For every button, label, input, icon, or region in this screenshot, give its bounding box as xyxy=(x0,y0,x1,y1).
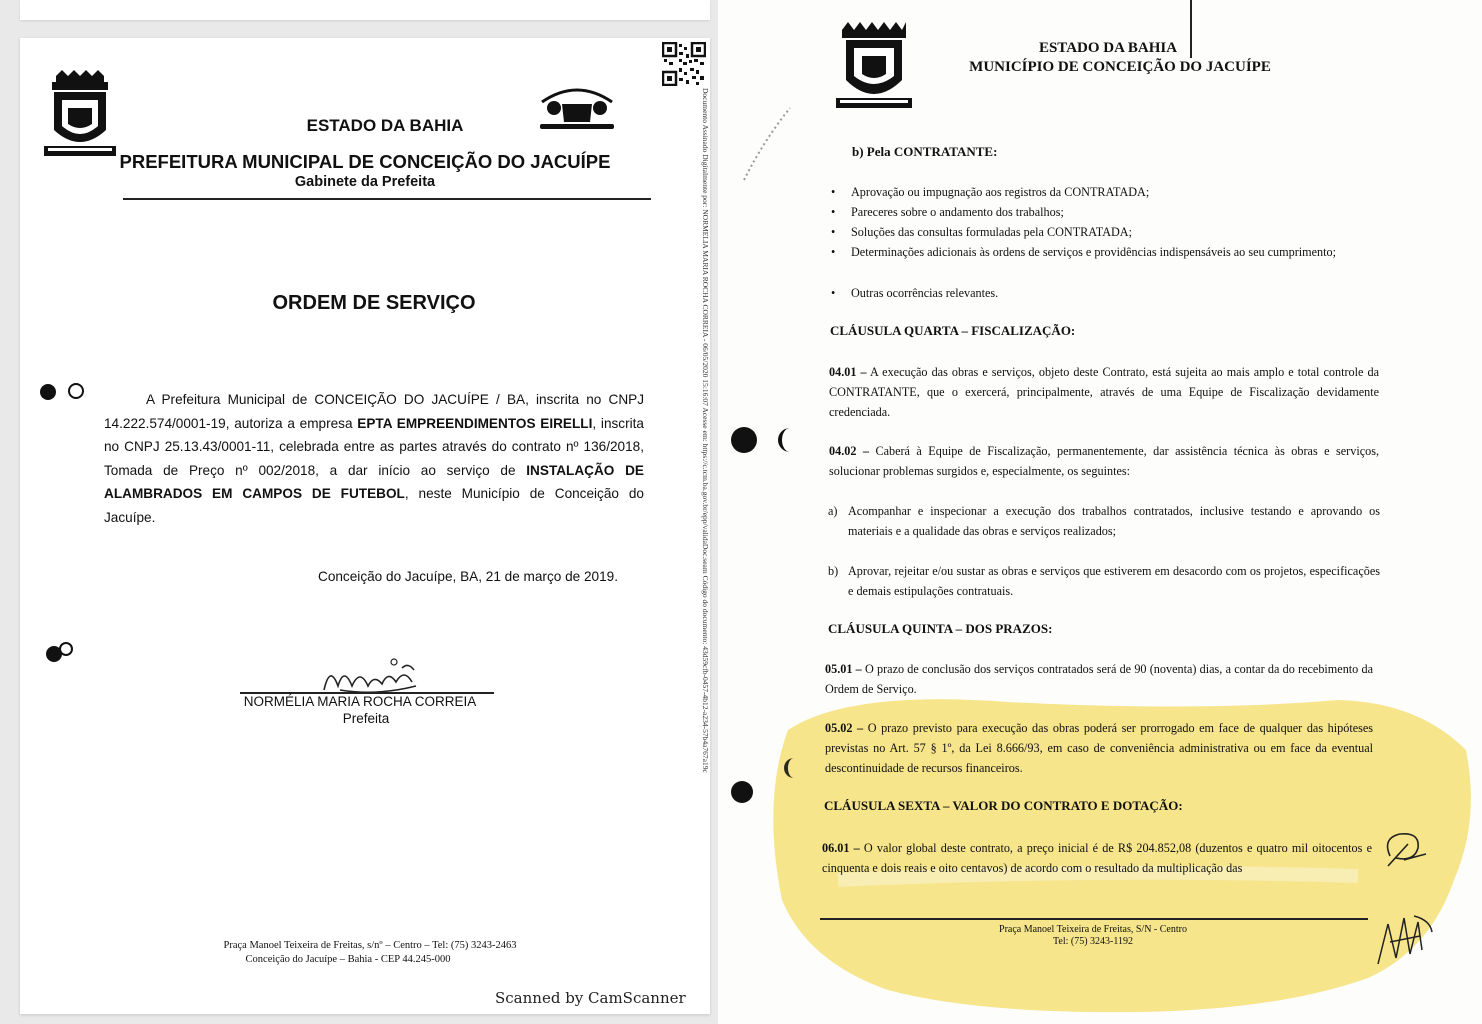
state-heading-right: ESTADO DA BAHIA xyxy=(1038,40,1178,56)
body-text-3: , neste Município de Conceição do Jacuípe. xyxy=(104,486,644,525)
rubric-scribble xyxy=(1370,902,1440,972)
date-line: Conceição do Jacuípe, BA, 21 de março de 2019. xyxy=(318,569,619,584)
paragraph-label: 05.02 – xyxy=(825,721,864,735)
footer-rule xyxy=(820,918,1368,920)
item-a-label: a) xyxy=(828,504,838,518)
binder-hole-marks-right xyxy=(728,420,798,460)
paragraph-text: A execução das obras e serviços, objeto deste Contrato, está sujeita ao mais amplo e total controle da CONTRATANTE, que o exercerá, principalmente, através de uma Equipe de Fiscalização devidamente credenciada. xyxy=(829,365,1380,419)
qr-code-icon xyxy=(662,42,706,86)
binder-hole-marks-lower-right xyxy=(728,752,798,808)
contratante-heading: b) Pela CONTRATANTE: xyxy=(852,144,998,159)
scan-mark-line xyxy=(1190,0,1192,58)
contratante-item: • Soluções das consultas formuladas pela CONTRATADA; xyxy=(851,222,1381,242)
footer-address: Praça Manoel Teixeira de Freitas, s/nº – Centro – Tel: (75) 3243-2463 xyxy=(223,940,517,951)
paragraph-04-01 xyxy=(829,362,1379,422)
contratante-item: • Outras ocorrências relevantes. xyxy=(851,283,1381,303)
footer-phone-right: Tel: (75) 3243-1192 xyxy=(1052,936,1134,947)
body-text-1: A Prefeitura Municipal de CONCEIÇÃO DO JACUÍPE / BA, inscrita no CNPJ 14.222.574/0001-19, autoriza a empresa xyxy=(104,392,644,431)
signer-role: Prefeita xyxy=(342,711,390,726)
paragraph-text: O valor global deste contrato, a preço inicial é de R$ 204.852,08 (duzentos e quatro mil oitocentos e cinquenta e dois reais e oito centavos) de acordo com o resultado da multiplicação das xyxy=(822,841,1372,875)
contratante-item: • Determinações adicionais às ordens de serviços e providências indispensáveis ao seu cumprimento; xyxy=(851,242,1381,262)
paragraph-text: O prazo previsto para execução das obras poderá ser prorrogado em face de qualquer das hipóteses previstas no Art. 57 § 1º, da Lei 8.666/93, em caso de conveniência administrativa ou em face da eventual descontinuidade de recursos financeiros. xyxy=(825,721,1374,775)
contratante-item: • Aprovação ou impugnação aos registros da CONTRATADA; xyxy=(851,182,1381,202)
contract-page xyxy=(718,0,1482,1024)
footer-address-right: Praça Manoel Teixeira de Freitas, S/N - Centro xyxy=(999,924,1187,935)
clausula-quinta-heading: CLÁUSULA QUINTA – DOS PRAZOS: xyxy=(828,621,1053,636)
prefeitura-heading: PREFEITURA MUNICIPAL DE CONCEIÇÃO DO JACUÍPE xyxy=(119,151,611,172)
item-a-text: Acompanhar e inspecionar a execução dos trabalhos contratados, inclusive testando e aprovando os materiais e a qualidade das obras e serviços realizados; xyxy=(848,504,1380,538)
binder-hole-mark-lower xyxy=(42,640,78,664)
paragraph-label: 04.01 – xyxy=(829,365,867,379)
contratante-item: • Pareceres sobre o andamento dos trabalhos; xyxy=(851,202,1381,222)
ordem-de-servico-page xyxy=(20,38,710,1014)
municipio-heading: MUNICÍPIO DE CONCEIÇÃO DO JACUÍPE xyxy=(969,59,1271,75)
clausula-quarta-heading: CLÁUSULA QUARTA – FISCALIZAÇÃO: xyxy=(830,323,1076,338)
scan-smudge xyxy=(738,100,798,190)
paragraph-label: 05.01 – xyxy=(825,662,862,676)
paragraph-06-01 xyxy=(822,838,1372,878)
document-title: ORDEM DE SERVIÇO xyxy=(272,292,476,314)
paragraph-text: Caberá à Equipe de Fiscalização, permanentemente, dar assistência técnica às obras e serviços, solucionar problemas surgidos e, especialmente, os seguintes: xyxy=(829,444,1380,478)
gabinete-subheading: Gabinete da Prefeita xyxy=(294,174,436,190)
body-text-2: , inscrita no CNPJ 25.13.43/0001-11, celebrada entre as partes através do contrato nº 136/2018, Tomada de Preço nº 002/2018, a dar início ao serviço de xyxy=(104,415,644,478)
item-b-text: Aprovar, rejeitar e/ou sustar as obras e serviços que estiverem em desacordo com os projetos, especificações e demais estipulações contratuais. xyxy=(848,564,1380,598)
digital-signature-text: Documento Assinado Digitalmente por: NORMELIA MARIA ROCHA CORREIA - 06/05/2020 15:16:07 Acesse em: https://c.tcm.ba.gov.br/epp/validaDoc.seam Código do documento: 43d59cfb-0457-4b12-a234-57b4a767a19c xyxy=(701,88,710,773)
initials-scribble xyxy=(1378,826,1430,874)
footer-city: Conceição do Jacuípe – Bahia - CEP 44.245-000 xyxy=(245,954,451,965)
header-rule xyxy=(123,198,651,200)
paragraph-text: O prazo de conclusão dos serviços contratados será de 90 (noventa) dias, a contar da do recebimento da Ordem de Serviço. xyxy=(825,662,1373,696)
company-name: EPTA EMPREENDIMENTOS EIRELLI xyxy=(357,415,593,431)
paragraph-05-02 xyxy=(825,718,1373,778)
municipal-coat-of-arms-icon-right xyxy=(836,20,912,116)
previous-page-strip xyxy=(20,0,710,20)
digital-signature-note xyxy=(696,88,712,773)
paragraph-05-01 xyxy=(825,659,1373,699)
item-b-label: b) xyxy=(828,564,839,578)
signer-name: NORMÉLIA MARIA ROCHA CORREIA xyxy=(243,694,477,709)
service-name: INSTALAÇÃO DE ALAMBRADOS EM CAMPOS DE FUTEBOL xyxy=(104,462,644,501)
paragraph-label: 06.01 – xyxy=(822,841,860,855)
scanner-watermark: Scanned by CamScanner xyxy=(495,989,686,1007)
order-body-paragraph xyxy=(104,388,644,529)
paragraph-04-02 xyxy=(829,441,1379,481)
state-heading: ESTADO DA BAHIA xyxy=(306,116,464,135)
paragraph-label: 04.02 – xyxy=(829,444,869,458)
binder-hole-marks xyxy=(38,382,88,402)
clausula-sexta-heading: CLÁUSULA SEXTA – VALOR DO CONTRATO E DOTAÇÃO: xyxy=(824,798,1183,813)
